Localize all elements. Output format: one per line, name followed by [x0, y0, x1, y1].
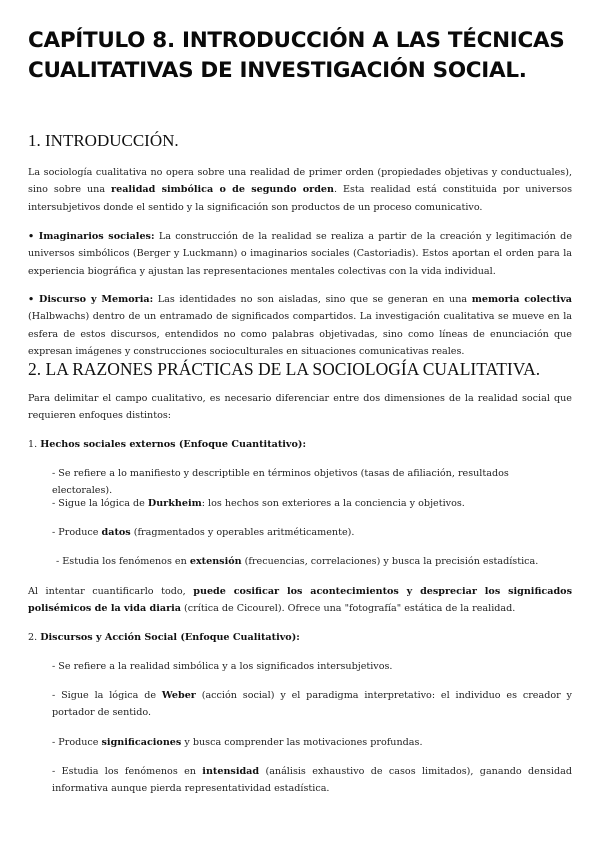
text: . Esta realidad está constituida por universos intersubjetivos donde el sentido y la significación son productos de un proceso comunicativo. [28, 184, 572, 213]
text: - Sigue la lógica de [52, 498, 148, 509]
text: - Estudia los fenómenos en [56, 556, 190, 567]
text: Al intentar cuantificarlo todo, [28, 586, 194, 597]
bold-text: Weber [161, 690, 196, 701]
list-heading-discursos [28, 629, 572, 646]
bold-text: datos [101, 527, 131, 538]
bullet-weber [52, 687, 572, 722]
bullet-datos [52, 524, 572, 541]
text: - Produce [52, 737, 102, 748]
bold-text: realidad simbólica o de segundo orden [111, 184, 334, 196]
text: - Estudia los fenómenos en [52, 766, 203, 777]
text: - Se refiere a lo manifiesto y descriptible en términos objetivos (tasas de afiliación, resultados electorales). [52, 468, 509, 497]
chapter-title: CAPÍTULO 8. INTRODUCCIÓN A LAS TÉCNICAS CUALITATIVAS DE INVESTIGACIÓN SOCIAL. [28, 28, 565, 83]
paragraph-discurso-memoria [28, 291, 572, 361]
bold-text: extensión [189, 556, 242, 567]
text: (frecuencias, correlaciones) y busca la precisión estadística. [241, 556, 539, 567]
paragraph-imaginarios-sociales [28, 228, 572, 280]
text: y busca comprender las motivaciones profundas. [181, 737, 423, 748]
text: - Produce [52, 527, 102, 538]
bold-text: • Imaginarios sociales: [28, 231, 155, 242]
bold-text: puede cosificar los acontecimientos y despreciar los significados polisémicos de la vida diaria [28, 586, 572, 615]
section-heading-razones-practicas: 2. LA RAZONES PRÁCTICAS DE LA SOCIOLOGÍA CUALITATIVA. [28, 359, 541, 379]
paragraph-intro-dimensiones [28, 390, 572, 425]
text: Para delimitar el campo cualitativo, es necesario diferenciar entre dos dimensiones de la realidad social que requieren enfoques distintos: [28, 393, 572, 422]
text: - Se refiere a la realidad simbólica y a los significados intersubjetivos. [52, 661, 393, 672]
bold-text: • Discurso y Memoria: [28, 294, 154, 305]
text: (análisis exhaustivo de casos limitados), ganando densidad informativa aunque pierda representatividad estadística. [52, 766, 572, 795]
text: La construcción de la realidad se realiza a partir de la creación y legitimación de universos simbólicos (Berger y Luckmann) o imaginarios sociales (Castoriadis). Estos aportan el orden para la experiencia biográfica y ajustan las representaciones mentales colectivas con la vida individual. [28, 231, 572, 277]
paragraph-realidad-simbolica [28, 164, 572, 216]
section-heading-introduccion: 1. INTRODUCCIÓN. [28, 131, 179, 150]
bullet-durkheim [52, 495, 572, 512]
bold-text: significaciones [101, 737, 182, 748]
list-number: 2. [28, 632, 41, 643]
bullet-significaciones [52, 734, 572, 751]
text: La sociología cualitativa no opera sobre una realidad de primer orden (propiedades objetivas y conductuales), sino sobre una [28, 167, 572, 196]
bold-text: Discursos y Acción Social (Enfoque Cualitativo): [40, 632, 300, 643]
bullet-realidad-simbolica [52, 658, 572, 675]
list-heading-hechos-sociales [28, 436, 572, 453]
text: (acción social) y el paradigma interpretativo: el individuo es creador y portador de sentido. [52, 690, 572, 719]
bold-text: Durkheim [147, 498, 202, 509]
text: - Sigue la lógica de [52, 690, 162, 701]
list-number: 1. [28, 439, 41, 450]
paragraph-critica-cicourel [28, 583, 572, 618]
bold-text: Hechos sociales externos (Enfoque Cuantitativo): [40, 439, 306, 450]
text: (Halbwachs) dentro de un entramado de significados compartidos. La investigación cualitativa se mueve en la esfera de estos discursos, entendidos no como palabras objetivadas, sino como líneas de enunciación que expresan imágenes y construcciones socioculturales en situaciones comunicativas reales. [28, 311, 572, 358]
text: : los hechos son exteriores a la conciencia y objetivos. [201, 498, 465, 509]
bold-text: memoria colectiva [471, 294, 572, 305]
text: (fragmentados y operables aritméticamente). [130, 527, 355, 538]
text: Las identidades no son aisladas, sino que se generan en una [153, 294, 472, 305]
bold-text: intensidad [202, 766, 260, 777]
text: (crítica de Cicourel). Ofrece una "fotografía" estática de la realidad. [181, 603, 516, 615]
bullet-intensidad [52, 763, 572, 798]
bullet-extension [56, 553, 572, 570]
